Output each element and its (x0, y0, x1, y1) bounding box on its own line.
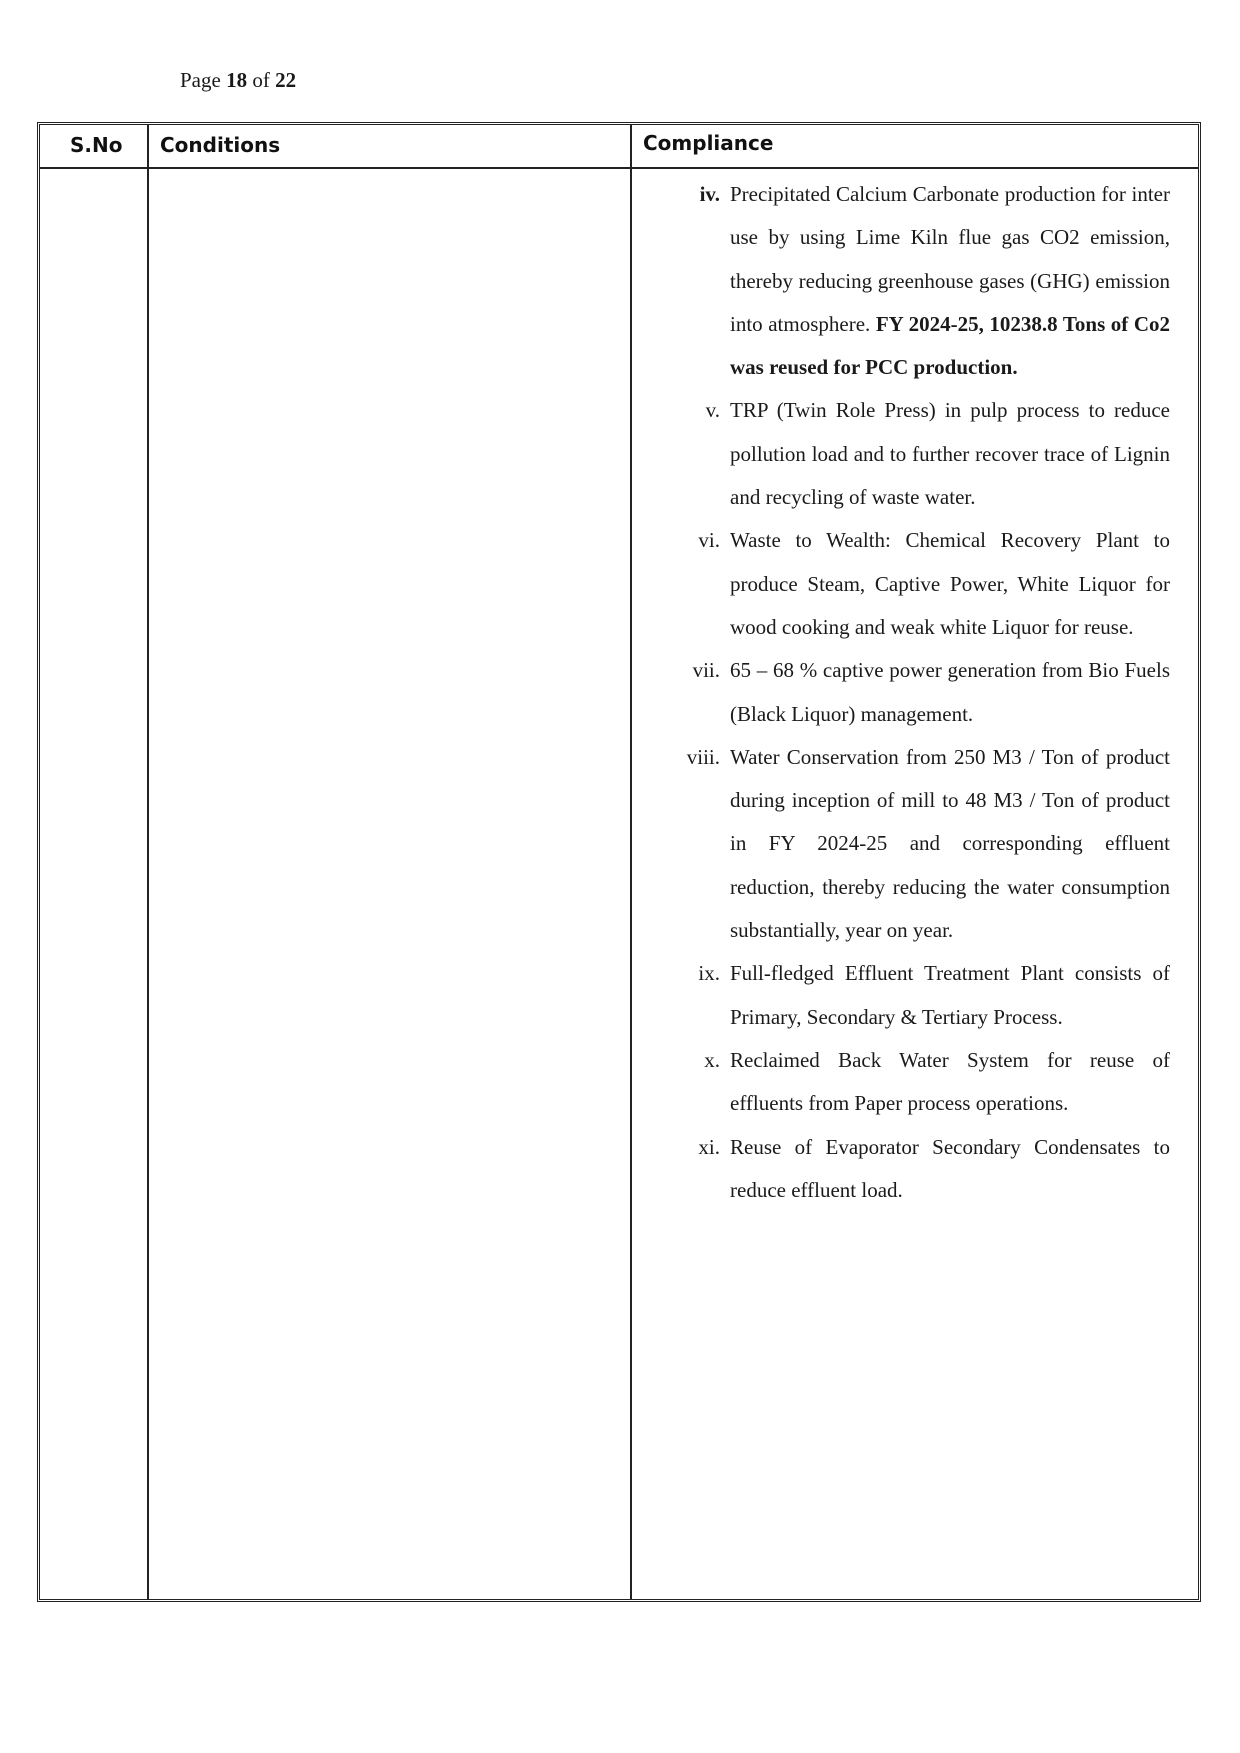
item-text: Reclaimed Back Water System for reuse of effluents from Paper process operations. (730, 1047, 1170, 1116)
item-text: 65 – 68 % captive power generation from Bio Fuels (Black Liquor) management. (730, 658, 1170, 726)
item-number: iv. (699, 182, 720, 206)
header-compliance: Compliance (643, 131, 774, 155)
list-item (705, 389, 1170, 519)
page-total: 22 (275, 68, 297, 92)
item-text: TRP (Twin Role Press) in pulp process to reduce pollution load and to further recover trace of Lignin and recycling of waste water. (730, 398, 1170, 510)
item-text: Reuse of Evaporator Secondary Condensates to reduce effluent load. (730, 1134, 1170, 1202)
item-number: vi. (698, 528, 720, 553)
compliance-table (37, 122, 1201, 1602)
list-item (704, 1039, 1170, 1126)
header-divider (40, 167, 1198, 169)
list-item (692, 649, 1170, 736)
item-number: xi. (698, 1134, 720, 1159)
column-divider (147, 125, 149, 1599)
page-label: Page (180, 68, 221, 92)
list-item (698, 519, 1170, 649)
item-highlight: FY 2024-25, 10238.8 Tons of Co2 was reused for PCC production. (730, 311, 1171, 380)
compliance-list (686, 173, 1171, 1212)
list-item (699, 173, 1171, 389)
column-divider (630, 125, 632, 1599)
list-item (698, 952, 1170, 1039)
list-item (698, 1126, 1170, 1213)
item-text: Water Conservation from 250 M3 / Ton of product during inception of mill to 48 M3 / Ton of product in FY 2024-25 and corresponding effluent reduction, thereby reducing the water consumption substantially, year on year. (730, 744, 1170, 943)
list-item (686, 736, 1170, 952)
item-number: x. (704, 1047, 720, 1072)
page-of: of (252, 68, 270, 92)
header-conditions: Conditions (160, 133, 281, 157)
page-number (180, 68, 296, 93)
item-number: vii. (692, 658, 720, 683)
item-text: Full-fledged Effluent Treatment Plant consists of Primary, Secondary & Tertiary Process. (730, 961, 1170, 1029)
item-number: ix. (698, 961, 720, 986)
item-text: Waste to Wealth: Chemical Recovery Plant to produce Steam, Captive Power, White Liquor for wood cooking and weak white Liquor for reuse. (730, 528, 1170, 639)
item-text: Precipitated Calcium Carbonate production for inter use by using Lime Kiln flue gas CO2 emission, thereby reducing greenhouse gases (GHG) emission into atmosphere. (730, 182, 1170, 336)
header-sno: S.No (70, 133, 123, 157)
page-current: 18 (226, 68, 248, 92)
item-number: v. (705, 398, 720, 423)
item-number: viii. (686, 744, 720, 769)
